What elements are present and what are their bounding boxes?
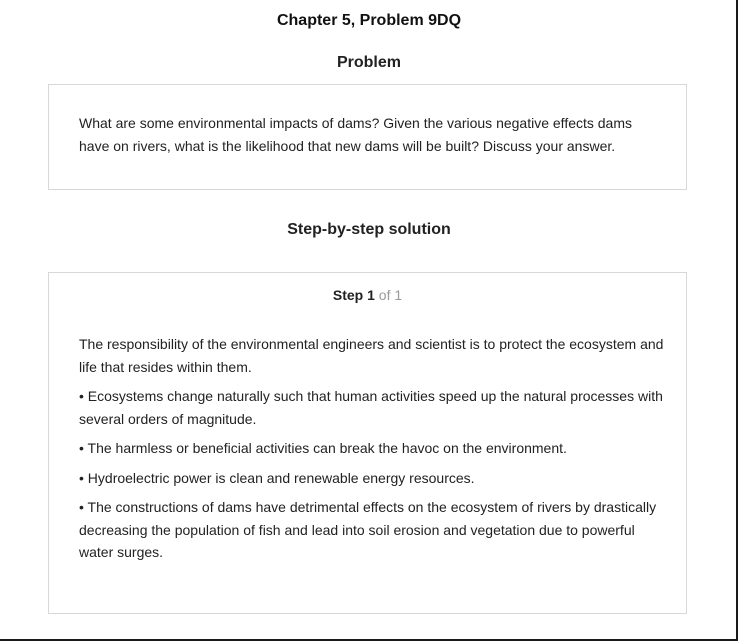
solution-body (79, 333, 664, 571)
solution-bullet: • Ecosystems change naturally such that human activities speed up the natural processes with several orders of magnitude. (79, 388, 663, 427)
step-indicator (49, 287, 686, 303)
solution-heading: Step-by-step solution (287, 221, 451, 238)
solution-paragraph: The responsibility of the environmental engineers and scientist is to protect the ecosystem and life that resides within them. (79, 336, 664, 375)
step-number: 1 (367, 287, 375, 303)
solution-card (48, 272, 687, 614)
step-of-total: of 1 (378, 287, 403, 303)
problem-text: What are some environmental impacts of dams? Given the various negative effects dams have on rivers, what is the likelihood that new dams will be built? Discuss your answer. (79, 115, 633, 154)
solution-bullet: • The constructions of dams have detrimental effects on the ecosystem of rivers by drastically decreasing the population of fish and lead into soil erosion and vegetation due to powerful water surges. (79, 499, 657, 560)
problem-heading: Problem (336, 54, 401, 71)
solution-bullet: • Hydroelectric power is clean and renewable energy resources. (79, 469, 475, 486)
step-label: Step (332, 287, 364, 303)
solution-bullet: • The harmless or beneficial activities can break the havoc on the environment. (79, 440, 567, 456)
chapter-title: Chapter 5, Problem 9DQ (276, 12, 462, 29)
problem-card (48, 84, 687, 190)
